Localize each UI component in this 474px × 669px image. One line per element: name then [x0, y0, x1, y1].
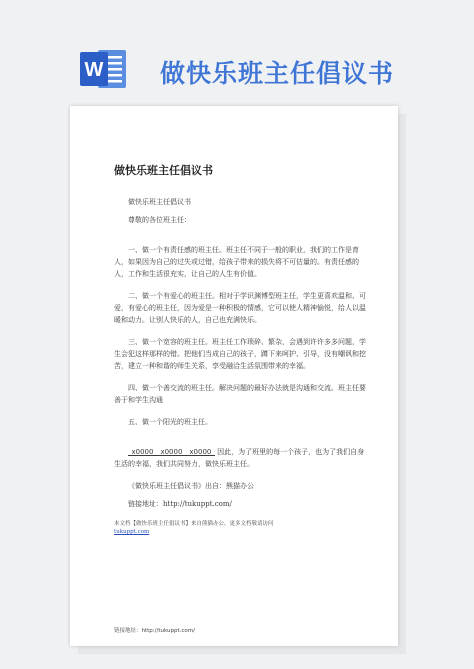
- closing-paragraph: [114, 446, 366, 470]
- link-line[interactable]: 链接地址：http://tukuppt.com/: [128, 500, 232, 508]
- paragraph-5: 五、做一个阳光的班主任。: [128, 418, 212, 426]
- document-page: [70, 106, 398, 646]
- word-logo-icon: [78, 46, 128, 92]
- footer-link[interactable]: tukuppt.com: [114, 529, 150, 535]
- header: [0, 0, 474, 100]
- closing-blank: _x0000__x0000__x0000_: [128, 448, 215, 456]
- footer-note-text: 本文档【做快乐班主任倡议书】来自熊猫办公，更多文档敬请访问: [114, 521, 274, 527]
- salutation: 尊敬的各位班主任：: [128, 216, 191, 224]
- footer-note: [114, 520, 366, 536]
- document-body: [114, 162, 366, 536]
- document-subtitle: 做快乐班主任倡议书: [128, 198, 191, 206]
- bottom-url[interactable]: 链接地址：http://tukuppt.com/: [114, 628, 195, 634]
- closing-text: 因此，为了班里的每一个孩子，也为了我们自身生活的幸福，我们共同努力，做快乐班主任。: [114, 448, 365, 468]
- paragraph-1: 一、做一个有责任感的班主任。班主任不同于一般的职业，我们的工作是育人，如果因为自己的过失或过错，给孩子带来的损失将不可估量的。有责任感的人，工作和生活很充实，让自己的人生有价值。: [114, 246, 359, 278]
- paragraph-4: 四、做一个善交流的班主任。解决问题的最好办法就是沟通和交流。班主任要善于和学生沟通: [114, 384, 366, 404]
- paragraph-3: 三、做一个宽容的班主任。班主任工作琐碎、繁杂，会遇到许许多多问题，学生会犯这样那样的错。把他们当成自己的孩子，蹲下来呵护、引导，没有嘲讽和挖苦，建立一种和谐的师生关系，享受融洽生活氛围带来的幸福。: [114, 338, 366, 370]
- paragraph-2: 二、做一个有爱心的班主任。相对于学识渊博型班主任，学生更喜欢温和、可爱，有爱心的班主任，因为爱是一种积极的情感，它可以使人精神愉悦，给人以温暖和动力。让别人快乐的人，自己也充满快乐。: [114, 292, 366, 324]
- header-title: 做快乐班主任倡议书: [160, 59, 395, 88]
- source-line: 《做快乐班主任倡议书》出自：熊猫办公: [128, 482, 254, 490]
- svg-text:W: W: [84, 59, 104, 81]
- document-title: 做快乐班主任倡议书: [114, 164, 213, 177]
